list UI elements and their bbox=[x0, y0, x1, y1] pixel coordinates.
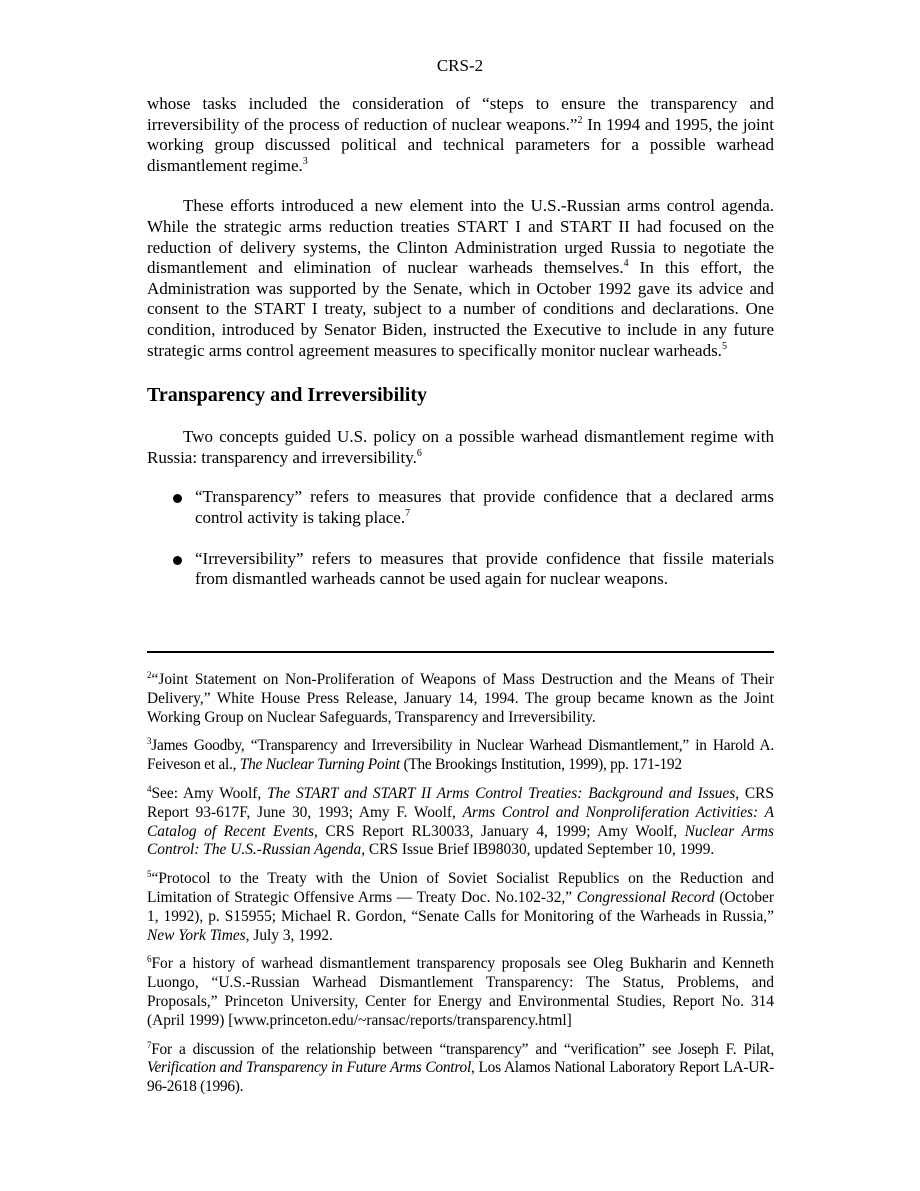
bullet-dot-icon bbox=[173, 556, 182, 565]
footnote-ref[interactable]: 5 bbox=[721, 340, 727, 352]
footnote-2 bbox=[147, 671, 774, 727]
footnote-6 bbox=[147, 955, 774, 1030]
footnote-5 bbox=[147, 870, 774, 945]
footnote-number: 5 bbox=[147, 869, 152, 880]
paragraph-text: In 1994 and 1995, the joint working group discussed political and technical parameters for a possible warhead dismantlement regime. bbox=[147, 114, 774, 175]
footnote-text: , July 3, 1992. bbox=[245, 926, 333, 944]
paragraph-text: Two concepts guided U.S. policy on a possible warhead dismantlement regime with Russia: transparency and irreversibility. bbox=[147, 427, 774, 467]
bullet-item bbox=[147, 487, 774, 528]
paragraph-3 bbox=[147, 427, 774, 468]
footnote-text: “Joint Statement on Non-Proliferation of Weapons of Mass Destruction and the Means of Their Delivery,” White House Press Release, January 14, 1994. The group became known as the Joint Working Group on Nuclear Safeguards, Transparency and Irreversibility. bbox=[147, 671, 774, 726]
section-heading: Transparency and Irreversibility bbox=[147, 384, 427, 407]
footnote-text: (October 1, 1992), p. S15955; Michael R. Gordon, “Senate Calls for Monitoring of the Warheads in Russia,” bbox=[147, 888, 775, 925]
footnote-title: The Nuclear Turning Point bbox=[239, 756, 400, 774]
footnote-text: , CRS Issue Brief IB98030, updated September 10, 1999. bbox=[361, 841, 715, 859]
footnotes bbox=[147, 671, 774, 1107]
paragraph-text: whose tasks included the consideration of “steps to ensure the transparency and irreversibility of the process of reduction of nuclear weapons.” bbox=[147, 94, 774, 134]
footnote-ref[interactable]: 6 bbox=[416, 447, 422, 459]
footnote-ref[interactable]: 7 bbox=[405, 507, 411, 519]
footnote-title: Verification and Transparency in Future Arms Control bbox=[147, 1059, 471, 1077]
footnote-7 bbox=[147, 1041, 774, 1097]
footnote-divider bbox=[147, 651, 774, 653]
footnote-ref[interactable]: 4 bbox=[623, 258, 629, 270]
footnote-title: The START and START II Arms Control Treaties: Background and Issues bbox=[267, 784, 736, 802]
footnote-text: “Protocol to the Treaty with the Union of Soviet Socialist Republics on the Reduction and Limitation of Strategic Offensive Arms — Treaty Doc. No.102-32,” bbox=[147, 870, 774, 906]
body-text bbox=[147, 94, 774, 590]
page-header: CRS-2 bbox=[436, 56, 484, 75]
footnote-title: New York Times bbox=[147, 926, 246, 944]
footnote-text: , CRS Report RL30033, January 4, 1999; Amy Woolf, bbox=[314, 822, 685, 840]
footnote-4 bbox=[147, 785, 774, 860]
footnote-text: , CRS Report 93-617F, June 30, 1993; Amy F. Woolf, bbox=[147, 784, 774, 821]
footnote-ref[interactable]: 3 bbox=[302, 155, 308, 167]
footnote-title: Congressional Record bbox=[576, 888, 715, 906]
bullet-text: “Irreversibility” refers to measures that provide confidence that fissile materials from dismantled warheads cannot be used again for nuclear weapons. bbox=[195, 548, 774, 589]
footnote-number: 3 bbox=[147, 736, 152, 747]
footnote-text: (The Brookings Institution, 1999), pp. 171-192 bbox=[399, 756, 682, 774]
footnote-3 bbox=[147, 737, 774, 775]
paragraph-text: These efforts introduced a new element into the U.S.-Russian arms control agenda. While the strategic arms reduction treaties START I and START II had focused on the reduction of delivery systems, the Clinton Administration urged Russia to negotiate the dismantlement and elimination of nuclear warheads themselves. bbox=[147, 196, 774, 278]
footnote-number: 4 bbox=[147, 783, 152, 794]
bullet-list bbox=[147, 487, 774, 589]
footnote-number: 6 bbox=[147, 954, 152, 965]
footnote-text: James Goodby, “Transparency and Irreversibility in Nuclear Warhead Dismantlement,” in Harold A. Feiveson et al., bbox=[147, 737, 774, 774]
footnote-title: Nuclear Arms Control: The U.S.-Russian Agenda bbox=[147, 822, 774, 859]
footnote-text: See: Amy Woolf, bbox=[151, 784, 268, 802]
bullet-text: “Transparency” refers to measures that provide confidence that a declared arms control activity is taking place. bbox=[195, 487, 774, 527]
bullet-item bbox=[147, 549, 774, 590]
footnote-number: 7 bbox=[147, 1039, 152, 1050]
paragraph-1 bbox=[147, 94, 774, 176]
bullet-dot-icon bbox=[173, 494, 182, 503]
footnote-text: For a history of warhead dismantlement transparency proposals see Oleg Bukharin and Kenneth Luongo, “U.S.-Russian Warhead Dismantlement Transparency: The Status, Problems, and Proposals,” Princeton University, Center for Energy and Environmental Studies, Report No. 314 (April 1999) [www.princeton.edu/~ransac/reports/transparency.html] bbox=[147, 955, 774, 1029]
paragraph-text: In this effort, the Administration was supported by the Senate, which in October 1992 gave its advice and consent to the START I treaty, subject to a number of conditions and declarations. One condition, introduced by Senator Biden, instructed the Executive to include in any future strategic arms control agreement measures to specifically monitor nuclear warheads. bbox=[147, 258, 774, 360]
footnote-number: 2 bbox=[147, 670, 152, 680]
paragraph-2 bbox=[147, 196, 774, 361]
footnote-title: Arms Control and Nonproliferation Activities: A Catalog of Recent Events bbox=[147, 803, 774, 840]
footnote-text: For a discussion of the relationship between “transparency” and “verification” see Joseph F. Pilat, bbox=[151, 1040, 774, 1058]
footnote-text: , Los Alamos National Laboratory Report LA-UR-96-2618 (1996). bbox=[147, 1059, 774, 1096]
footnote-ref[interactable]: 2 bbox=[577, 114, 583, 126]
